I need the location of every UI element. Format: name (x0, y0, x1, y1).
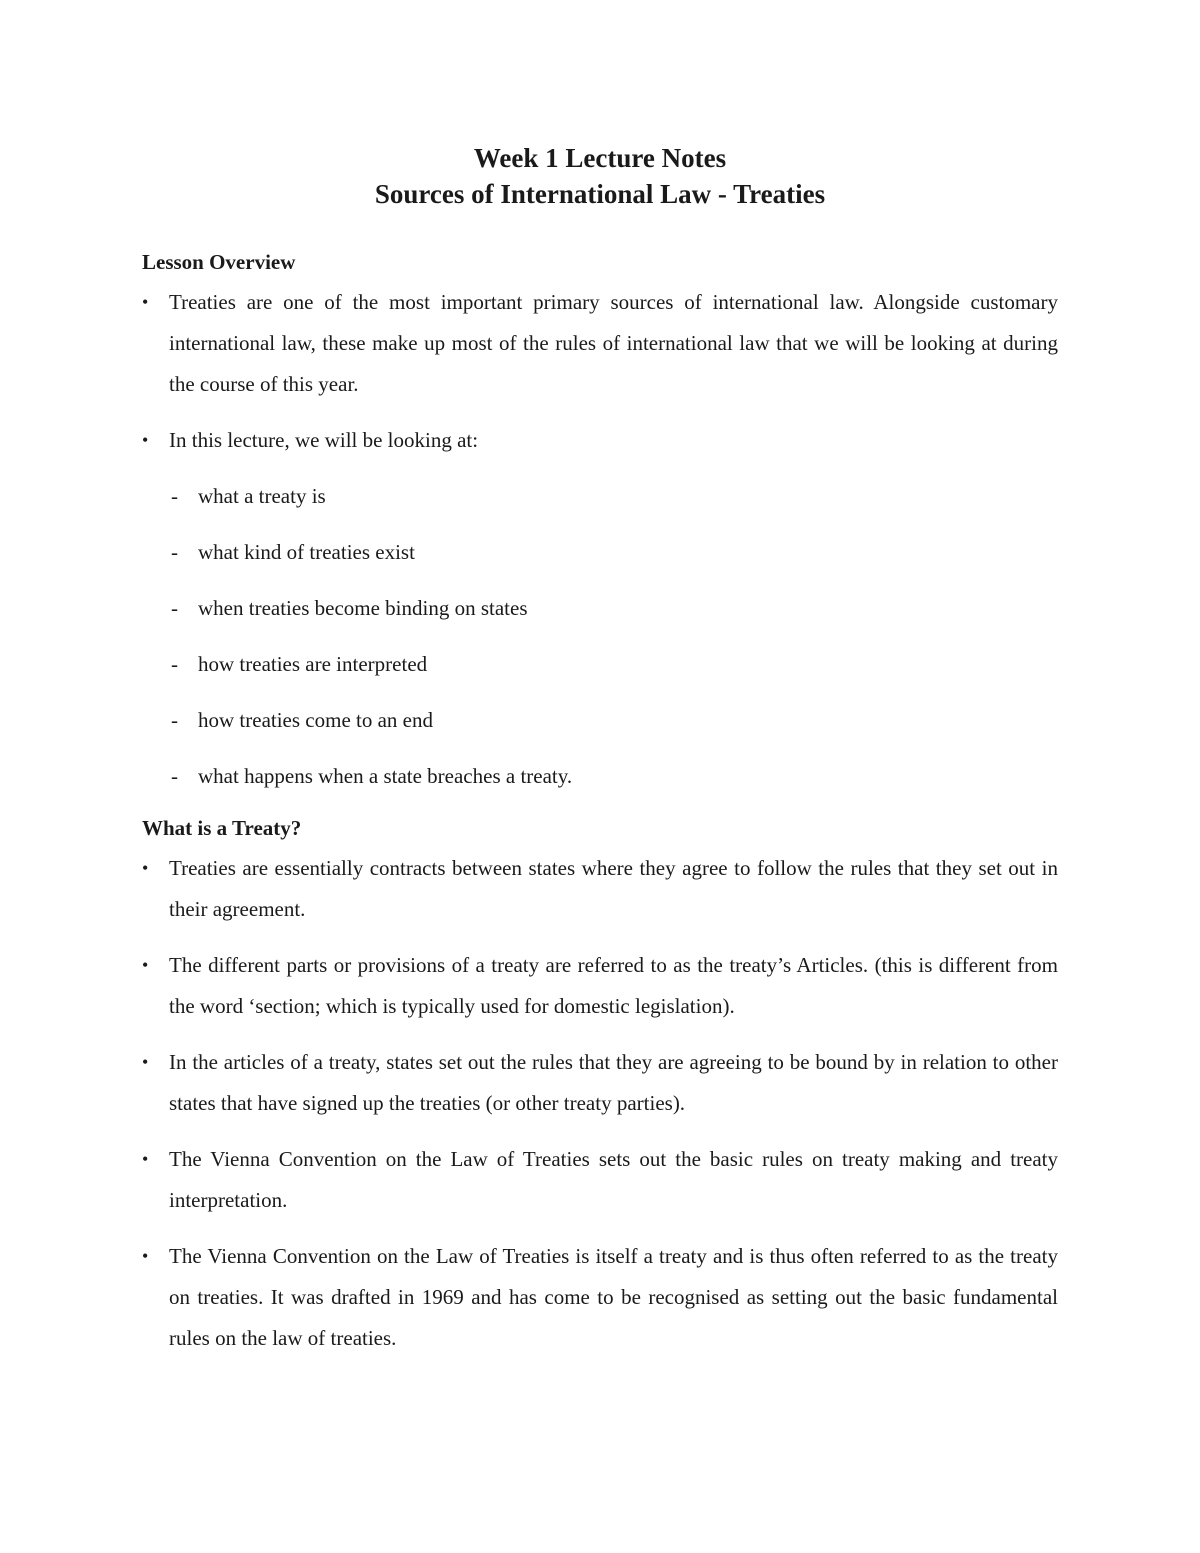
sub-list-item (169, 588, 1058, 629)
title-block (0, 140, 1200, 212)
sub-list-item (169, 756, 1058, 797)
section-heading: Lesson Overview (142, 250, 296, 274)
bullet-icon: • (142, 1246, 149, 1266)
sub-list-item-text: how treaties come to an end (198, 708, 433, 732)
list-item (142, 282, 1058, 405)
dash-icon: - (171, 708, 178, 732)
dash-icon: - (171, 596, 178, 620)
list-item (142, 420, 1058, 797)
list-item-text: Treaties are one of the most important primary sources of international law. Alongside customary international law, these make up most of the rules of international law that we will be looking at during the course of this year. (169, 290, 1058, 396)
bullet-icon: • (142, 858, 149, 878)
bullet-icon: • (142, 1052, 149, 1072)
bullet-list (142, 282, 1058, 797)
sub-list-item-text: what happens when a state breaches a treaty. (198, 764, 573, 788)
bullet-icon: • (142, 430, 149, 450)
sub-list (169, 476, 1058, 797)
dash-icon: - (171, 764, 178, 788)
section-what-is-a-treaty (142, 812, 1058, 1359)
sub-list-item-text: what kind of treaties exist (198, 540, 415, 564)
dash-icon: - (171, 652, 178, 676)
list-item-text: Treaties are essentially contracts between states where they agree to follow the rules that they set out in their agreement. (169, 856, 1058, 921)
list-item-text: The different parts or provisions of a treaty are referred to as the treaty’s Articles. (this is different from the word ‘section; which is typically used for domestic legislation). (169, 953, 1058, 1018)
list-item (142, 1139, 1058, 1221)
list-item (142, 1236, 1058, 1359)
list-item (142, 945, 1058, 1027)
list-item-text: In the articles of a treaty, states set out the rules that they are agreeing to be bound by in relation to other states that have signed up the treaties (or other treaty parties). (169, 1050, 1058, 1115)
sub-list-item (169, 644, 1058, 685)
sub-list-item (169, 700, 1058, 741)
section-heading: What is a Treaty? (142, 816, 302, 840)
list-item (142, 848, 1058, 930)
dash-icon: - (171, 540, 178, 564)
document-body (142, 246, 1058, 1374)
bullet-icon: • (142, 955, 149, 975)
bullet-icon: • (142, 1149, 149, 1169)
list-item-text: The Vienna Convention on the Law of Treaties sets out the basic rules on treaty making and treaty interpretation. (169, 1147, 1058, 1212)
bullet-icon: • (142, 292, 149, 312)
list-item-text: In this lecture, we will be looking at: (169, 428, 479, 452)
list-item (142, 1042, 1058, 1124)
sub-list-item-text: how treaties are interpreted (198, 652, 428, 676)
page-subtitle: Sources of International Law - Treaties (374, 179, 826, 209)
list-item-text: The Vienna Convention on the Law of Treaties is itself a treaty and is thus often referred to as the treaty on treaties. It was drafted in 1969 and has come to be recognised as setting out the basic fundamental rules on the law of treaties. (169, 1244, 1058, 1350)
sub-list-item-text: what a treaty is (198, 484, 326, 508)
dash-icon: - (171, 484, 178, 508)
sub-list-item (169, 476, 1058, 517)
sub-list-item (169, 532, 1058, 573)
section-lesson-overview (142, 246, 1058, 797)
bullet-list (142, 848, 1058, 1359)
sub-list-item-text: when treaties become binding on states (198, 596, 528, 620)
page-title: Week 1 Lecture Notes (473, 143, 727, 173)
